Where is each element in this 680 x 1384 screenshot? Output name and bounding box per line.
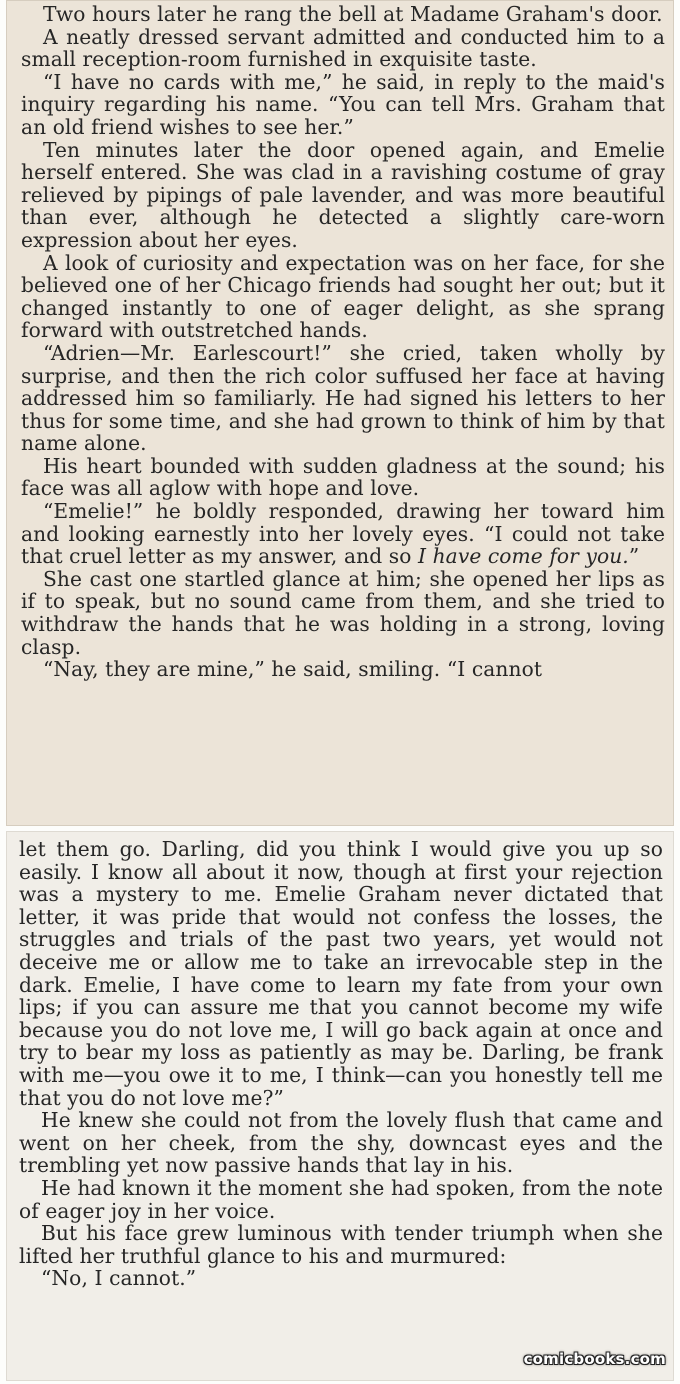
paragraph: He knew she could not from the lovely flush that came and went on her cheek, from the shy, downcast eyes and the trembling yet now passive hands that lay in his.: [19, 1108, 663, 1178]
paragraph: “I have no cards with me,” he said, in reply to the maid's inquiry regarding his name. “You can tell Mrs. Graham that an old friend wishes to see her.”: [21, 69, 665, 139]
paragraph: Ten minutes later the door opened again, and Emelie herself entered. She was clad in a ravishing costume of gray relieved by pipings of pale lavender, and was more beautiful than ever, although he detected a slightly care-worn expression about her eyes.: [21, 137, 665, 252]
paragraph: “Adrien—Mr. Earlescourt!” she cried, taken wholly by surprise, and then the rich color suffused her face at having addressed him so familiarly. He had signed his letters to her thus for some time, and she had grown to think of him by that name alone.: [21, 340, 665, 456]
watermark: comicbooks.com: [523, 1350, 666, 1368]
closing-quote: ”: [628, 544, 640, 569]
italic-phrase: I have come for you.: [417, 544, 629, 569]
paragraph: Two hours later he rang the bell at Madame Graham's door.: [43, 2, 663, 26]
paragraph: “No, I cannot.”: [41, 1266, 197, 1291]
paragraph: He had known it the moment she had spoken, from the note of eager joy in her voice.: [19, 1175, 663, 1223]
paragraph: A look of curiosity and expectation was on her face, for she believed one of her Chicago friends had sought her out; but it changed instantly to one of eager delight, as she sprang forward with outstretched hands.: [21, 250, 665, 343]
paragraph: His heart bounded with sudden gladness at the sound; his face was all aglow with hope and love.: [21, 453, 665, 501]
paragraph: But his face grew luminous with tender triumph when she lifted her truthful glance to his and murmured:: [19, 1221, 663, 1268]
paragraph: A neatly dressed servant admitted and conducted him to a small reception-room furnished in exquisite taste.: [21, 24, 665, 72]
story-column-bottom: [6, 831, 674, 1381]
paragraph-text: “Emelie!” he boldly responded, drawing her toward him and looking earnestly into her lovely eyes. “I could not take that cruel letter as my answer, and so: [21, 499, 665, 569]
paragraph-emelie: [21, 500, 665, 568]
paragraph-continued: let them go. Darling, did you think I would give you up so easily. I know all about it now, though at first your rejection was a mystery to me. Emelie Graham never dictated that letter, it was pride that would not confess the losses, the struggles and trials of the past two years, yet would not deceive me or allow me to take an irrevocable step in the dark. Emelie, I have come to learn my fate from your own lips; if you can assure me that you cannot become my wife because you do not love me, I will go back again at once and try to bear my loss as patiently as may be. Darling, be frank with me—you owe it to me, I think—can you honestly tell me that you do not love me?”: [19, 837, 663, 1110]
paragraph: She cast one startled glance at him; she opened her lips as if to speak, but no sound came from them, and she tried to withdraw the hands that he was holding in a strong, loving clasp.: [21, 566, 665, 659]
story-column-top: [6, 0, 674, 826]
paragraph: “Nay, they are mine,” he said, smiling. “I cannot: [43, 657, 543, 682]
